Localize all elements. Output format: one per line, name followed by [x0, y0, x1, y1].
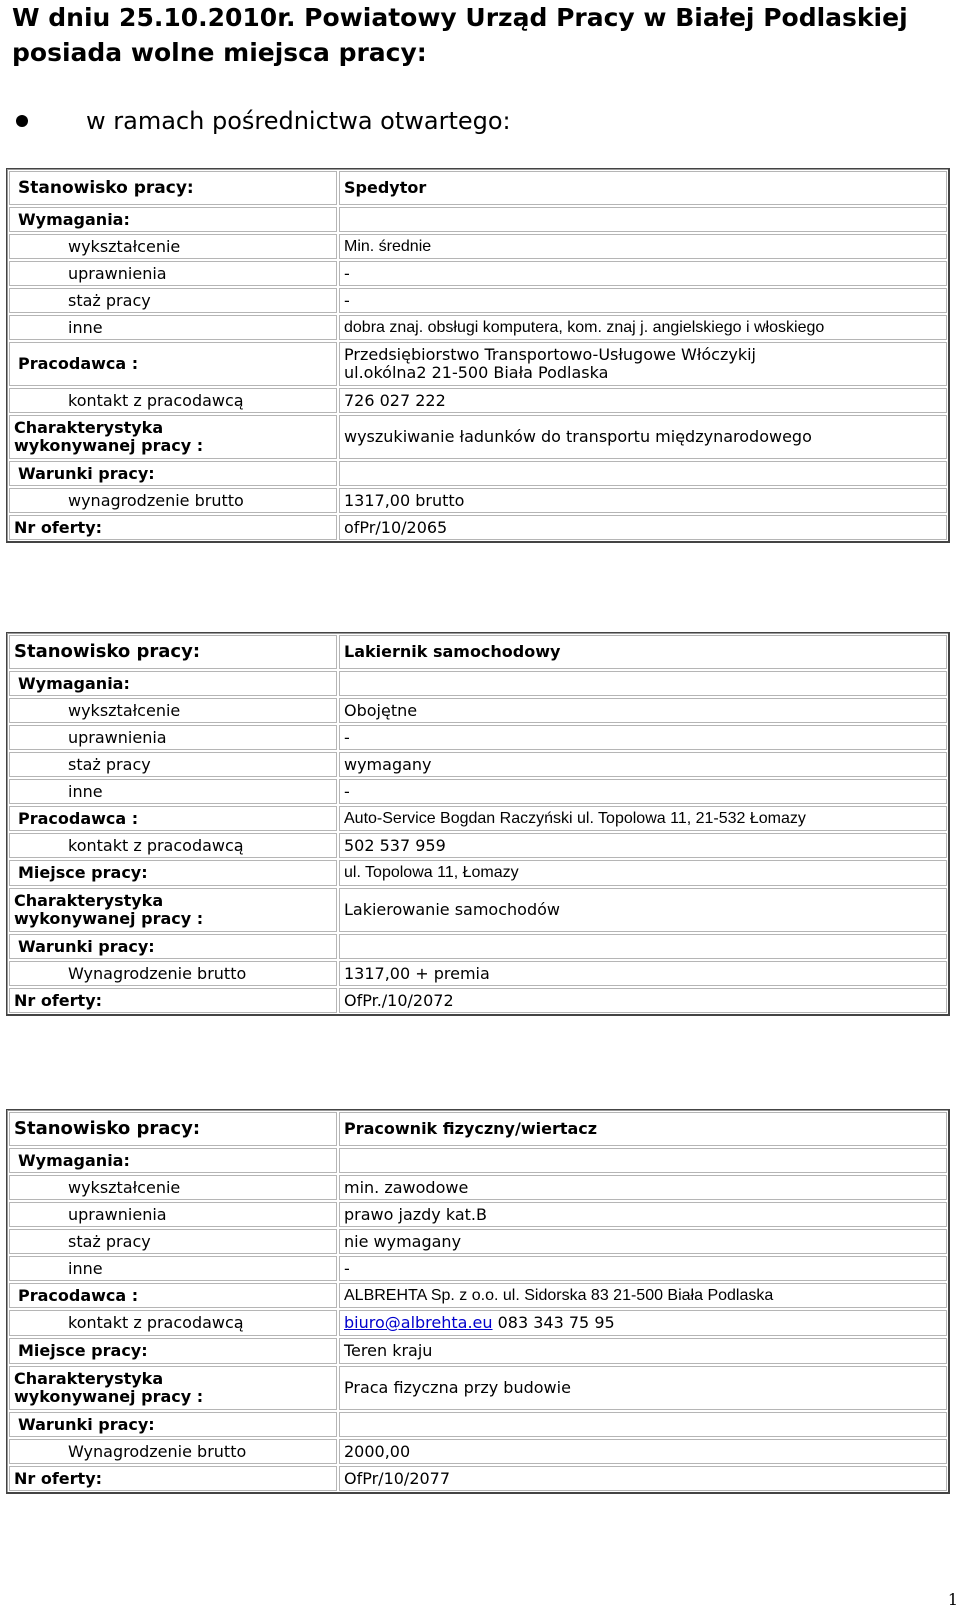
table-row: [9, 1412, 947, 1437]
table-row: [9, 288, 947, 313]
licenses-label: uprawnienia: [9, 1202, 337, 1227]
table-row: [9, 1338, 947, 1364]
licenses-value: -: [339, 261, 947, 286]
conditions-label: Warunki pracy:: [9, 1412, 337, 1437]
conditions-value: [339, 1412, 947, 1437]
education-label: wykształcenie: [9, 234, 337, 259]
offer-table-1: [6, 168, 950, 543]
table-row: [9, 1256, 947, 1281]
licenses-label: uprawnienia: [9, 725, 337, 750]
offer-table-2: [6, 632, 950, 1016]
description-label-line-1: Charakterystyka: [14, 418, 164, 437]
description-label: [9, 415, 337, 459]
table-row: [9, 698, 947, 723]
experience-label: staż pracy: [9, 752, 337, 777]
contact-phone: 083 343 75 95: [492, 1313, 615, 1332]
place-label: Miejsce pracy:: [9, 860, 337, 886]
licenses-value: -: [339, 725, 947, 750]
description-label-line-2: wykonywanej pracy :: [14, 1387, 204, 1406]
table-row: [9, 207, 947, 232]
table-row: [9, 888, 947, 932]
salary-label: wynagrodzenie brutto: [9, 488, 337, 513]
offer-number-label: Nr oferty:: [9, 1466, 337, 1491]
employer-label: Pracodawca :: [9, 806, 337, 831]
contact-value: 502 537 959: [339, 833, 947, 858]
employer-label: Pracodawca :: [9, 342, 337, 386]
table-row: [9, 261, 947, 286]
table-row: [9, 515, 947, 540]
employer-value: Auto-Service Bogdan Raczyński ul. Topolowa 11, 21-532 Łomazy: [339, 806, 947, 831]
table-row: [9, 488, 947, 513]
table-row: [9, 671, 947, 696]
description-label: [9, 1366, 337, 1410]
description-label-line-1: Charakterystyka: [14, 891, 164, 910]
education-value: Obojętne: [339, 698, 947, 723]
offer-number-value: ofPr/10/2065: [339, 515, 947, 540]
other-label: inne: [9, 779, 337, 804]
experience-value: wymagany: [339, 752, 947, 777]
table-row: [9, 315, 947, 340]
other-label: inne: [9, 1256, 337, 1281]
table-row: [9, 988, 947, 1013]
conditions-label: Warunki pracy:: [9, 461, 337, 486]
table-row: [9, 342, 947, 386]
position-title: Lakiernik samochodowy: [339, 635, 947, 669]
description-value: Praca fizyczna przy budowie: [339, 1366, 947, 1410]
table-row: [9, 1310, 947, 1336]
table-row: [9, 1175, 947, 1200]
offer-number-value: OfPr/10/2077: [339, 1466, 947, 1491]
requirements-value: [339, 671, 947, 696]
contact-email-link[interactable]: biuro@albrehta.eu: [344, 1313, 493, 1332]
employer-label: Pracodawca :: [9, 1283, 337, 1308]
education-value: Min. średnie: [339, 234, 947, 259]
experience-label: staż pracy: [9, 1229, 337, 1254]
description-label-line-2: wykonywanej pracy :: [14, 909, 204, 928]
table-row: [9, 415, 947, 459]
requirements-label: Wymagania:: [9, 1148, 337, 1173]
employer-value: ALBREHTA Sp. z o.o. ul. Sidorska 83 21-500 Biała Podlaska: [339, 1283, 947, 1308]
table-row: [9, 1202, 947, 1227]
salary-value: 2000,00: [339, 1439, 947, 1464]
education-value: min. zawodowe: [339, 1175, 947, 1200]
table-row: [9, 461, 947, 486]
place-value: Teren kraju: [339, 1338, 947, 1364]
contact-label: kontakt z pracodawcą: [9, 833, 337, 858]
requirements-value: [339, 207, 947, 232]
table-row: [9, 171, 947, 205]
page-heading: W dniu 25.10.2010r. Powiatowy Urząd Pracy w Białej Podlaskiej posiada wolne miejsca pracy:: [12, 3, 908, 67]
education-label: wykształcenie: [9, 1175, 337, 1200]
table-row: [9, 1439, 947, 1464]
table-row: [9, 806, 947, 831]
contact-value: 726 027 222: [339, 388, 947, 413]
table-row: [9, 961, 947, 986]
table-row: [9, 388, 947, 413]
table-row: [9, 833, 947, 858]
other-value: -: [339, 1256, 947, 1281]
offer-table-3: [6, 1109, 950, 1494]
description-value: Lakierowanie samochodów: [339, 888, 947, 932]
bullet-text: w ramach pośrednictwa otwartego:: [86, 107, 511, 135]
experience-value: -: [339, 288, 947, 313]
experience-label: staż pracy: [9, 288, 337, 313]
offer-number-label: Nr oferty:: [9, 515, 337, 540]
position-label: Stanowisko pracy:: [9, 171, 337, 205]
description-value: wyszukiwanie ładunków do transportu międzynarodowego: [339, 415, 947, 459]
place-value: ul. Topolowa 11, Łomazy: [339, 860, 947, 886]
description-label-line-2: wykonywanej pracy :: [14, 436, 204, 455]
contact-label: kontakt z pracodawcą: [9, 1310, 337, 1336]
employer-value: [339, 342, 947, 386]
licenses-value: prawo jazdy kat.B: [339, 1202, 947, 1227]
experience-value: nie wymagany: [339, 1229, 947, 1254]
requirements-value: [339, 1148, 947, 1173]
licenses-label: uprawnienia: [9, 261, 337, 286]
page-number: 1: [947, 1590, 958, 1609]
position-label: Stanowisko pracy:: [9, 1112, 337, 1146]
offer-number-label: Nr oferty:: [9, 988, 337, 1013]
conditions-value: [339, 461, 947, 486]
table-row: [9, 934, 947, 959]
education-label: wykształcenie: [9, 698, 337, 723]
position-label: Stanowisko pracy:: [9, 635, 337, 669]
bullet-item: [12, 103, 511, 139]
conditions-value: [339, 934, 947, 959]
salary-value: 1317,00 + premia: [339, 961, 947, 986]
contact-value: [339, 1310, 947, 1336]
salary-value: 1317,00 brutto: [339, 488, 947, 513]
table-row: [9, 1148, 947, 1173]
employer-line-2: ul.okólna2 21-500 Biała Podlaska: [344, 363, 609, 382]
requirements-label: Wymagania:: [9, 207, 337, 232]
requirements-label: Wymagania:: [9, 671, 337, 696]
description-label-line-1: Charakterystyka: [14, 1369, 164, 1388]
table-row: [9, 725, 947, 750]
position-title: Pracownik fizyczny/wiertacz: [339, 1112, 947, 1146]
salary-label: Wynagrodzenie brutto: [9, 1439, 337, 1464]
bullet-icon: [16, 115, 28, 127]
table-row: [9, 234, 947, 259]
conditions-label: Warunki pracy:: [9, 934, 337, 959]
table-row: [9, 1366, 947, 1410]
table-row: [9, 635, 947, 669]
place-label: Miejsce pracy:: [9, 1338, 337, 1364]
other-label: inne: [9, 315, 337, 340]
table-row: [9, 1466, 947, 1491]
table-row: [9, 752, 947, 777]
position-title: Spedytor: [339, 171, 947, 205]
table-row: [9, 779, 947, 804]
salary-label: Wynagrodzenie brutto: [9, 961, 337, 986]
employer-line-1: Przedsiębiorstwo Transportowo-Usługowe Włóczykij: [344, 345, 756, 364]
other-value: dobra znaj. obsługi komputera, kom. znaj j. angielskiego i włoskiego: [339, 315, 947, 340]
table-row: [9, 1283, 947, 1308]
contact-label: kontakt z pracodawcą: [9, 388, 337, 413]
table-row: [9, 1112, 947, 1146]
table-row: [9, 1229, 947, 1254]
other-value: -: [339, 779, 947, 804]
description-label: [9, 888, 337, 932]
table-row: [9, 860, 947, 886]
offer-number-value: OfPr./10/2072: [339, 988, 947, 1013]
